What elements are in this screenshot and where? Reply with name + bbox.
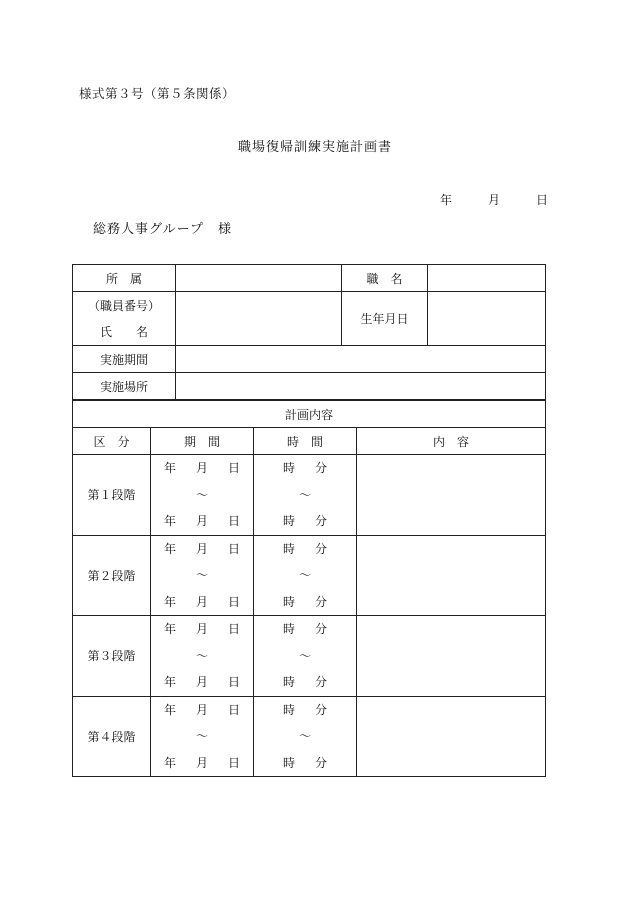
month-unit: 月	[195, 675, 208, 689]
job-title-label: 職 名	[342, 265, 428, 292]
hour-unit: 時	[282, 541, 295, 556]
hour-unit: 時	[282, 675, 295, 689]
day-unit: 日	[228, 514, 241, 528]
place-field[interactable]	[176, 373, 546, 400]
stage-period-cell	[151, 616, 254, 697]
date-range-line[interactable]	[151, 669, 253, 696]
period-label: 実施期間	[73, 346, 176, 373]
column-time: 時 間	[254, 428, 357, 455]
time-range-line[interactable]	[254, 669, 356, 696]
time-range-line[interactable]	[254, 508, 356, 535]
stage-row	[73, 535, 546, 616]
affiliation-field[interactable]	[176, 265, 342, 292]
range-mark: ～	[298, 648, 311, 663]
stage-content-field[interactable]	[357, 696, 546, 777]
stage-content-field[interactable]	[357, 616, 546, 697]
stage-label: 第１段階	[73, 455, 151, 536]
employee-number-label: （職員番号）	[87, 298, 160, 313]
range-mark: ～	[195, 729, 208, 743]
minute-unit: 分	[315, 541, 328, 556]
month-unit: 月	[195, 461, 208, 475]
stage-label: 第４段階	[73, 696, 151, 777]
name-field[interactable]	[176, 292, 342, 346]
minute-unit: 分	[315, 755, 328, 770]
month-unit: 月	[195, 702, 208, 717]
stage-period-cell	[151, 535, 254, 616]
stage-content-field[interactable]	[357, 535, 546, 616]
day-unit: 日	[228, 622, 241, 636]
minute-unit: 分	[315, 594, 328, 609]
year-unit: 年	[163, 622, 176, 636]
name-label: 氏 名	[99, 324, 148, 339]
year-unit: 年	[163, 461, 176, 475]
stage-label: 第３段階	[73, 616, 151, 697]
month-unit: 月	[195, 541, 208, 556]
time-range-line[interactable]	[254, 589, 356, 616]
minute-unit: 分	[315, 702, 328, 717]
date-range-line[interactable]	[151, 750, 253, 777]
range-mark: ～	[298, 729, 311, 743]
day-unit: 日	[228, 461, 241, 475]
hour-unit: 時	[282, 461, 295, 475]
hour-unit: 時	[282, 755, 295, 770]
plan-title: 計画内容	[73, 401, 546, 428]
date-day-unit: 日	[535, 193, 548, 207]
document-title: 職場復帰訓練実施計画書	[237, 140, 392, 155]
place-label: 実施場所	[73, 373, 176, 400]
range-mark: ～	[195, 648, 208, 663]
day-unit: 日	[228, 594, 241, 609]
month-unit: 月	[195, 514, 208, 528]
range-mark: ～	[195, 568, 208, 582]
date-range-line[interactable]	[151, 508, 253, 535]
form-number: 様式第３号（第５条関係）	[79, 86, 236, 101]
birthdate-label: 生年月日	[342, 292, 428, 346]
minute-unit: 分	[315, 675, 328, 689]
date-line	[440, 191, 548, 208]
stage-time-cell	[254, 455, 357, 536]
date-range-line[interactable]	[151, 697, 253, 724]
year-unit: 年	[163, 541, 176, 556]
stage-label: 第２段階	[73, 535, 151, 616]
column-content: 内 容	[357, 428, 546, 455]
day-unit: 日	[228, 541, 241, 556]
stage-time-cell	[254, 616, 357, 697]
day-unit: 日	[228, 675, 241, 689]
date-month-unit: 月	[487, 193, 500, 207]
minute-unit: 分	[315, 622, 328, 636]
time-range-line[interactable]	[254, 750, 356, 777]
minute-unit: 分	[315, 514, 328, 528]
employee-name-label-cell	[73, 292, 176, 346]
day-unit: 日	[228, 755, 241, 770]
year-unit: 年	[163, 514, 176, 528]
month-unit: 月	[195, 594, 208, 609]
stage-time-cell	[254, 696, 357, 777]
month-unit: 月	[195, 755, 208, 770]
stage-row	[73, 455, 546, 536]
time-range-line[interactable]	[254, 536, 356, 563]
job-title-field[interactable]	[428, 265, 546, 292]
date-range-line[interactable]	[151, 536, 253, 563]
hour-unit: 時	[282, 702, 295, 717]
time-range-line[interactable]	[254, 455, 356, 482]
date-year-unit: 年	[439, 193, 452, 207]
range-mark: ～	[195, 487, 208, 502]
year-unit: 年	[163, 702, 176, 717]
month-unit: 月	[195, 622, 208, 636]
stage-period-cell	[151, 696, 254, 777]
date-range-line[interactable]	[151, 589, 253, 616]
year-unit: 年	[163, 594, 176, 609]
hour-unit: 時	[282, 622, 295, 636]
day-unit: 日	[228, 702, 241, 717]
year-unit: 年	[163, 675, 176, 689]
range-mark: ～	[298, 487, 311, 502]
addressee: 総務人事グループ 様	[93, 222, 232, 237]
stage-row	[73, 616, 546, 697]
range-mark: ～	[298, 568, 311, 582]
minute-unit: 分	[315, 461, 328, 475]
affiliation-label: 所 属	[73, 265, 176, 292]
column-division: 区 分	[73, 428, 151, 455]
time-range-line[interactable]	[254, 616, 356, 643]
plan-table	[72, 400, 546, 777]
stage-content-field[interactable]	[357, 455, 546, 536]
period-field[interactable]	[176, 346, 546, 373]
employee-info-table	[72, 264, 546, 400]
date-range-line[interactable]	[151, 616, 253, 643]
stage-row	[73, 696, 546, 777]
time-range-line[interactable]	[254, 697, 356, 724]
stage-period-cell	[151, 455, 254, 536]
hour-unit: 時	[282, 514, 295, 528]
date-range-line[interactable]	[151, 455, 253, 482]
birthdate-field[interactable]	[428, 292, 546, 346]
year-unit: 年	[163, 755, 176, 770]
stage-time-cell	[254, 535, 357, 616]
hour-unit: 時	[282, 594, 295, 609]
column-period: 期 間	[151, 428, 254, 455]
